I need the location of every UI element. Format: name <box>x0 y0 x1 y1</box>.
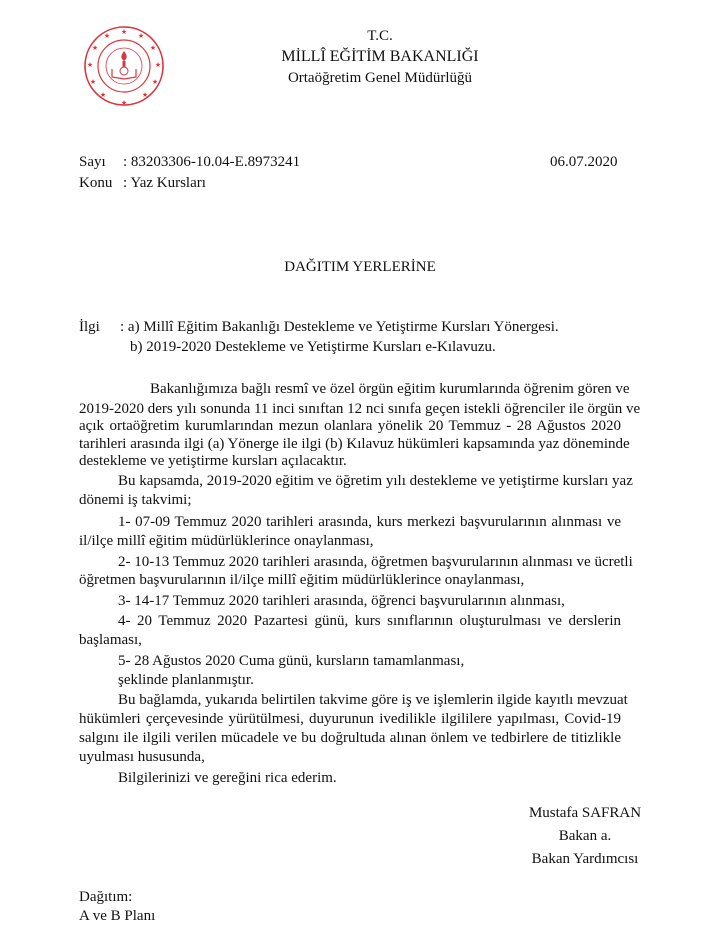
planned-line: şeklinde planlanmıştır. <box>118 672 254 688</box>
header-tc: T.C. <box>367 28 393 44</box>
header-directorate: Ortaöğretim Genel Müdürlüğü <box>287 70 473 86</box>
schedule-item-4-cont: başlaması, <box>79 632 142 648</box>
svg-text:★: ★ <box>89 78 97 86</box>
svg-text:★: ★ <box>120 99 128 107</box>
p3-line: uyulması hususunda, <box>79 749 205 765</box>
p1-line: açık ortaöğretim kurumlarından mezun olanlara yönelik 20 Temmuz - 28 Ağustos 2020 <box>79 418 621 434</box>
p2-line: dönemi iş takvimi; <box>79 492 192 508</box>
svg-text:★: ★ <box>141 91 149 99</box>
schedule-item-4: 4- 20 Temmuz 2020 Pazartesi günü, kurs sınıflarının oluşturulması ve derslerin <box>118 613 621 629</box>
p1-line: tarihleri arasında ilgi (a) Yönerge ile ilgi (b) Kılavuz hükümleri kapsamında yaz döneminde <box>79 436 630 452</box>
distribution-label: Dağıtım: <box>79 889 133 905</box>
svg-text:★: ★ <box>103 32 111 40</box>
ministry-seal-logo <box>83 25 165 107</box>
svg-text:★: ★ <box>91 44 99 52</box>
signer-title: Bakan Yardımcısı <box>531 851 639 867</box>
document-date: 06.07.2020 <box>550 154 618 170</box>
ilgi-b: b) 2019-2020 Destekleme ve Yetiştirme Kursları e-Kılavuzu. <box>130 339 496 355</box>
konu-row <box>79 173 206 193</box>
svg-text:★: ★ <box>137 32 145 40</box>
closing-line: Bilgilerinizi ve gereğini rica ederim. <box>118 770 337 786</box>
svg-text:★: ★ <box>99 91 107 99</box>
schedule-item-1-cont: il/ilçe millî eğitim müdürlüklerince onaylanması, <box>79 533 374 549</box>
ilgi-label: İlgi <box>79 319 100 335</box>
signer-on-behalf: Bakan a. <box>558 828 612 844</box>
recipient-heading: DAĞITIM YERLERİNE <box>284 259 436 275</box>
svg-text:★: ★ <box>120 28 128 36</box>
schedule-item-2: 2- 10-13 Temmuz 2020 tarihleri arasında, öğretmen başvurularının alınması ve ücretli <box>118 554 633 570</box>
konu-label: Konu <box>79 175 113 191</box>
p1-line: Bakanlığımıza bağlı resmî ve özel örgün eğitim kurumlarında öğrenim gören ve <box>150 381 630 397</box>
schedule-item-2-cont: öğretmen başvurularının il/ilçe millî eğitim müdürlüklerince onaylanması, <box>79 572 525 588</box>
p3-line: hükümleri çerçevesinde yürütülmesi, duyurunun ivedilikle ilgililere yapılması, Covid-19 <box>79 711 621 727</box>
sayi-row <box>79 152 300 172</box>
svg-text:★: ★ <box>151 78 159 86</box>
p2-line: Bu kapsamda, 2019-2020 eğitim ve öğretim yılı destekleme ve yetiştirme kursları yaz <box>118 473 633 489</box>
p1-line: 2019-2020 ders yılı sonunda 11 inci sınıftan 12 nci sınıfa geçen istekli öğrenciler ile örgün ve <box>79 401 641 417</box>
p1-line: destekleme ve yetiştirme kursları açılacaktır. <box>79 453 347 469</box>
konu-value: : Yaz Kursları <box>123 175 206 191</box>
schedule-item-3: 3- 14-17 Temmuz 2020 tarihleri arasında, öğrenci başvurularının alınması, <box>118 593 565 609</box>
svg-text:★: ★ <box>154 61 162 69</box>
schedule-item-1: 1- 07-09 Temmuz 2020 tarihleri arasında, kurs merkezi başvurularının alınması ve <box>118 514 621 530</box>
header-ministry: MİLLÎ EĞİTİM BAKANLIĞI <box>281 48 479 65</box>
distribution-value: A ve B Planı <box>79 908 156 924</box>
schedule-item-5: 5- 28 Ağustos 2020 Cuma günü, kursların tamamlanması, <box>118 653 465 669</box>
seal-icon <box>83 25 165 107</box>
p3-line: salgını ile ilgili verilen mücadele ve bu doğrultuda alınan önlem ve tedbirlere de titizlikle <box>79 730 621 746</box>
signer-name: Mustafa SAFRAN <box>528 805 642 821</box>
sayi-value: : 83203306-10.04-E.8973241 <box>123 154 301 170</box>
svg-text:★: ★ <box>86 61 94 69</box>
p3-line: Bu bağlamda, yukarıda belirtilen takvime göre iş ve işlemlerin ilgide kayıtlı mevzuat <box>118 692 628 708</box>
sayi-label: Sayı <box>79 154 106 170</box>
ilgi-a: : a) Millî Eğitim Bakanlığı Destekleme ve Yetiştirme Kursları Yönergesi. <box>120 319 559 335</box>
svg-text:★: ★ <box>149 44 157 52</box>
